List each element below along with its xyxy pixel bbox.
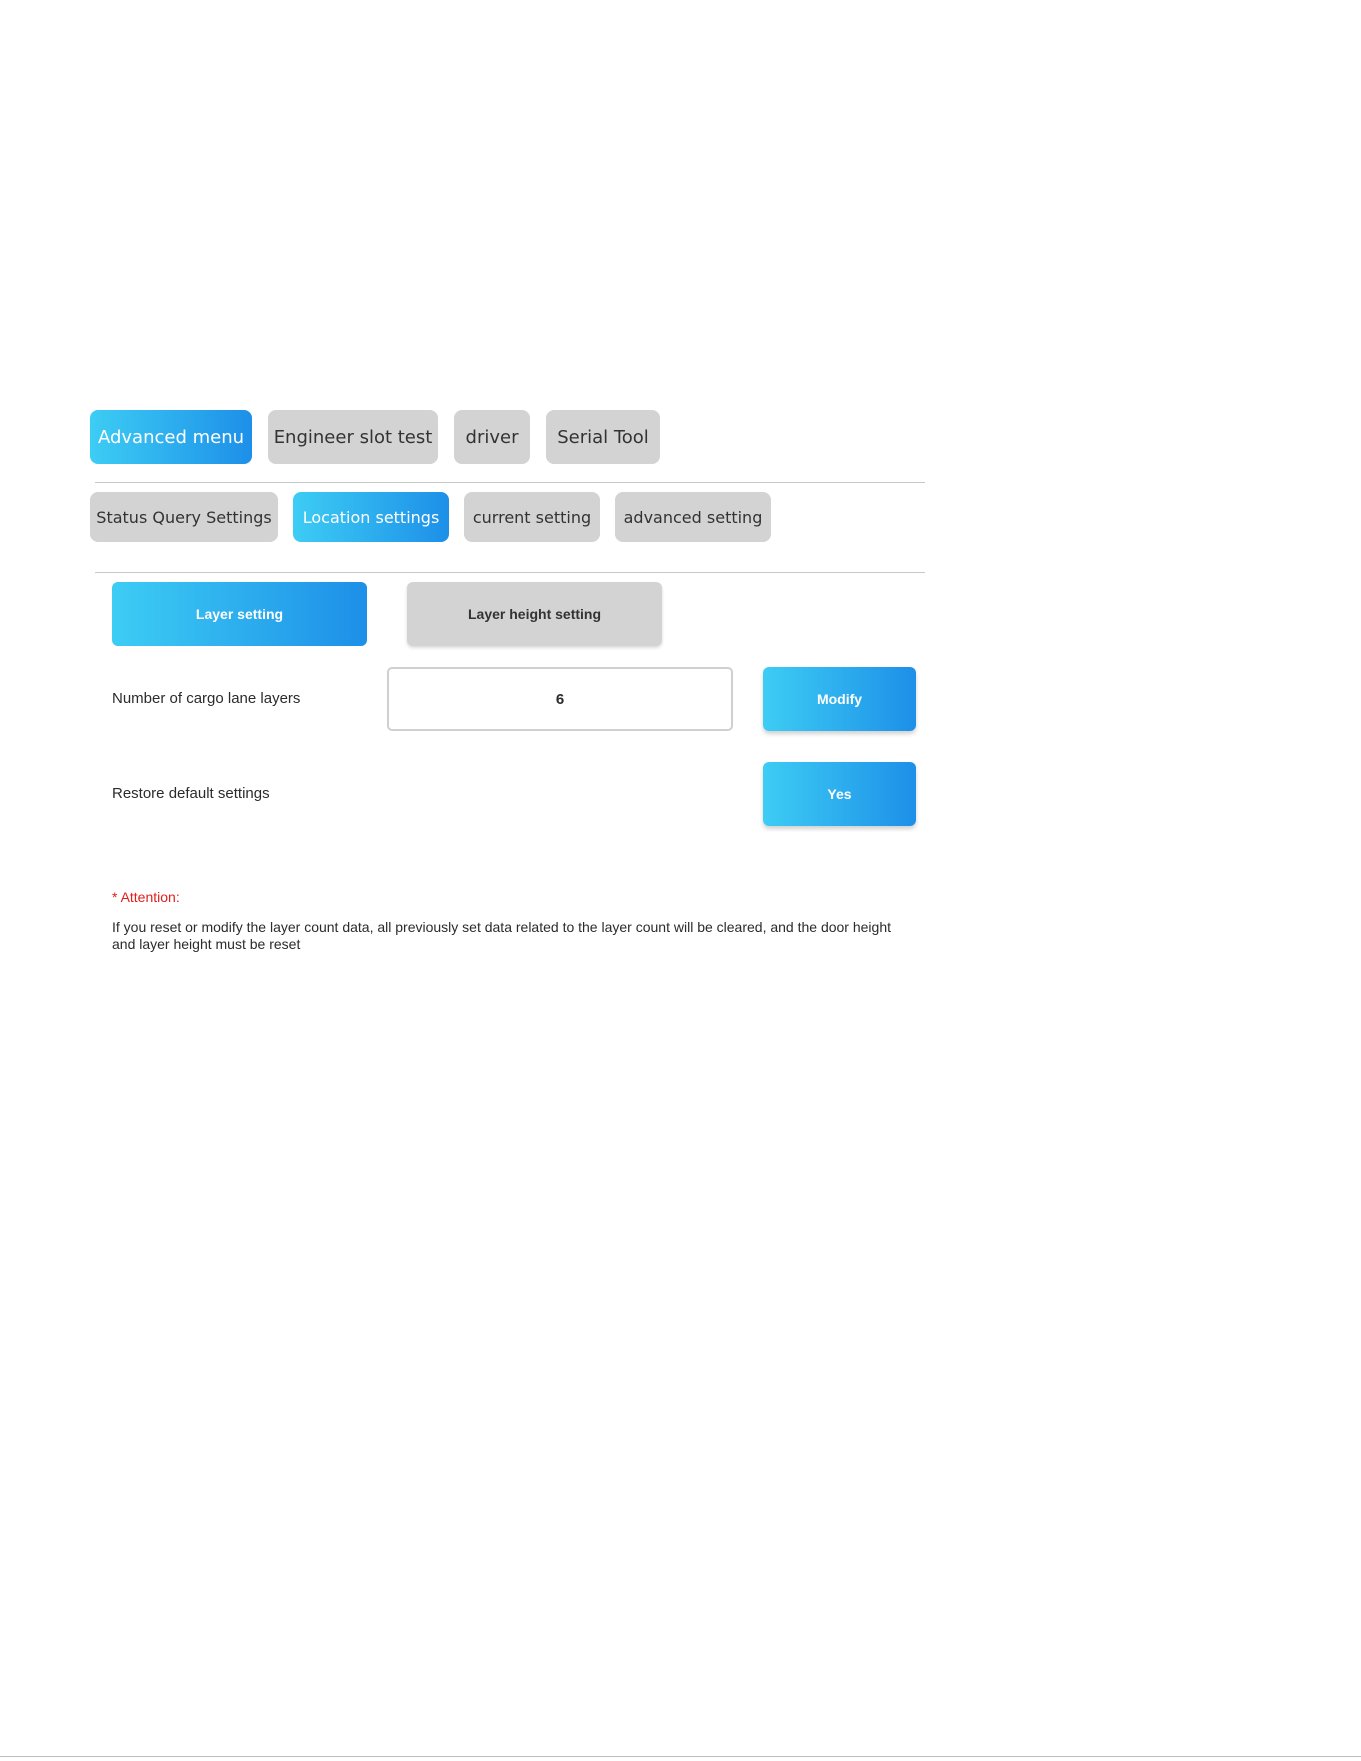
cargo-lane-layers-label: Number of cargo lane layers	[112, 690, 301, 707]
tab-location-settings[interactable]: Location settings	[293, 492, 449, 542]
modify-button[interactable]: Modify	[763, 667, 916, 731]
layer-height-setting-button[interactable]: Layer height setting	[407, 582, 662, 646]
main-tabs-divider	[95, 482, 925, 483]
tab-current-setting[interactable]: current setting	[464, 492, 600, 542]
tab-advanced-menu[interactable]: Advanced menu	[90, 410, 252, 464]
tab-engineer-slot-test[interactable]: Engineer slot test	[268, 410, 438, 464]
tab-serial-tool[interactable]: Serial Tool	[546, 410, 660, 464]
restore-yes-button[interactable]: Yes	[763, 762, 916, 826]
cargo-lane-layers-input[interactable]: 6	[387, 667, 733, 731]
tab-advanced-setting[interactable]: advanced setting	[615, 492, 771, 542]
bottom-divider	[0, 1756, 1361, 1757]
sub-tabs-divider	[95, 572, 925, 573]
tab-driver[interactable]: driver	[454, 410, 530, 464]
restore-default-label: Restore default settings	[112, 785, 270, 802]
attention-title: * Attention:	[112, 889, 180, 905]
layer-setting-button[interactable]: Layer setting	[112, 582, 367, 646]
tab-status-query-settings[interactable]: Status Query Settings	[90, 492, 278, 542]
attention-text: If you reset or modify the layer count data, all previously set data related to the layer count will be cleared, and the door height and layer height must be reset	[112, 919, 892, 952]
